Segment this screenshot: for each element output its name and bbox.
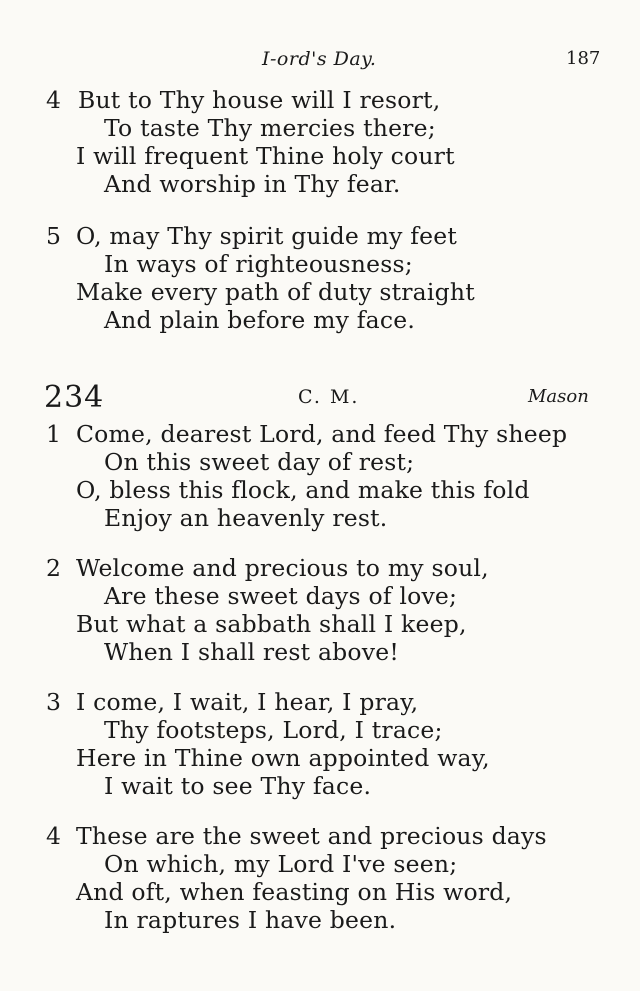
verse-line: And oft, when feasting on His word, bbox=[76, 878, 513, 906]
stanza-number: 5 bbox=[46, 222, 61, 250]
stanza-number: 2 bbox=[46, 554, 61, 582]
page-header bbox=[0, 46, 640, 74]
verse-line: O, bless this flock, and make this fold bbox=[76, 476, 530, 504]
verse-line: And plain before my face. bbox=[104, 306, 415, 334]
hymn-tune: Mason bbox=[528, 386, 589, 407]
verse-line: On which, my Lord I've seen; bbox=[104, 850, 458, 878]
stanza-number: 1 bbox=[46, 420, 61, 448]
verse-line: But to Thy house will I resort, bbox=[78, 86, 441, 114]
verse-line: O, may Thy spirit guide my feet bbox=[76, 222, 458, 250]
verse-line: Are these sweet days of love; bbox=[104, 582, 458, 610]
verse-line: When I shall rest above! bbox=[104, 638, 400, 666]
stanza-number: 4 bbox=[46, 822, 61, 850]
hymn-heading bbox=[0, 382, 640, 414]
verse-line: On this sweet day of rest; bbox=[104, 448, 415, 476]
verse-line: Thy footsteps, Lord, I trace; bbox=[104, 716, 443, 744]
verse-line: I come, I wait, I hear, I pray, bbox=[76, 688, 419, 716]
verse-line: These are the sweet and precious days bbox=[76, 822, 547, 850]
verse-line: Make every path of duty straight bbox=[76, 278, 475, 306]
verse-line: Come, dearest Lord, and feed Thy sheep bbox=[76, 420, 568, 448]
verse-line: Here in Thine own appointed way, bbox=[76, 744, 490, 772]
verse-line: And worship in Thy fear. bbox=[104, 170, 401, 198]
verse-line: In ways of righteousness; bbox=[104, 250, 413, 278]
verse-line: To taste Thy mercies there; bbox=[104, 114, 436, 142]
page-number: 187 bbox=[566, 48, 601, 69]
verse-line: Enjoy an heavenly rest. bbox=[104, 504, 388, 532]
hymn-meter: C. M. bbox=[298, 386, 360, 408]
verse-line: I wait to see Thy face. bbox=[104, 772, 372, 800]
verse-line: I will frequent Thine holy court bbox=[76, 142, 455, 170]
running-head: I-ord's Day. bbox=[262, 48, 377, 70]
verse-line: But what a sabbath shall I keep, bbox=[76, 610, 467, 638]
stanza-number: 4 bbox=[46, 86, 61, 114]
hymn-number: 234 bbox=[44, 380, 105, 415]
stanza-number: 3 bbox=[46, 688, 61, 716]
verse-line: Welcome and precious to my soul, bbox=[76, 554, 489, 582]
verse-line: In raptures I have been. bbox=[104, 906, 397, 934]
